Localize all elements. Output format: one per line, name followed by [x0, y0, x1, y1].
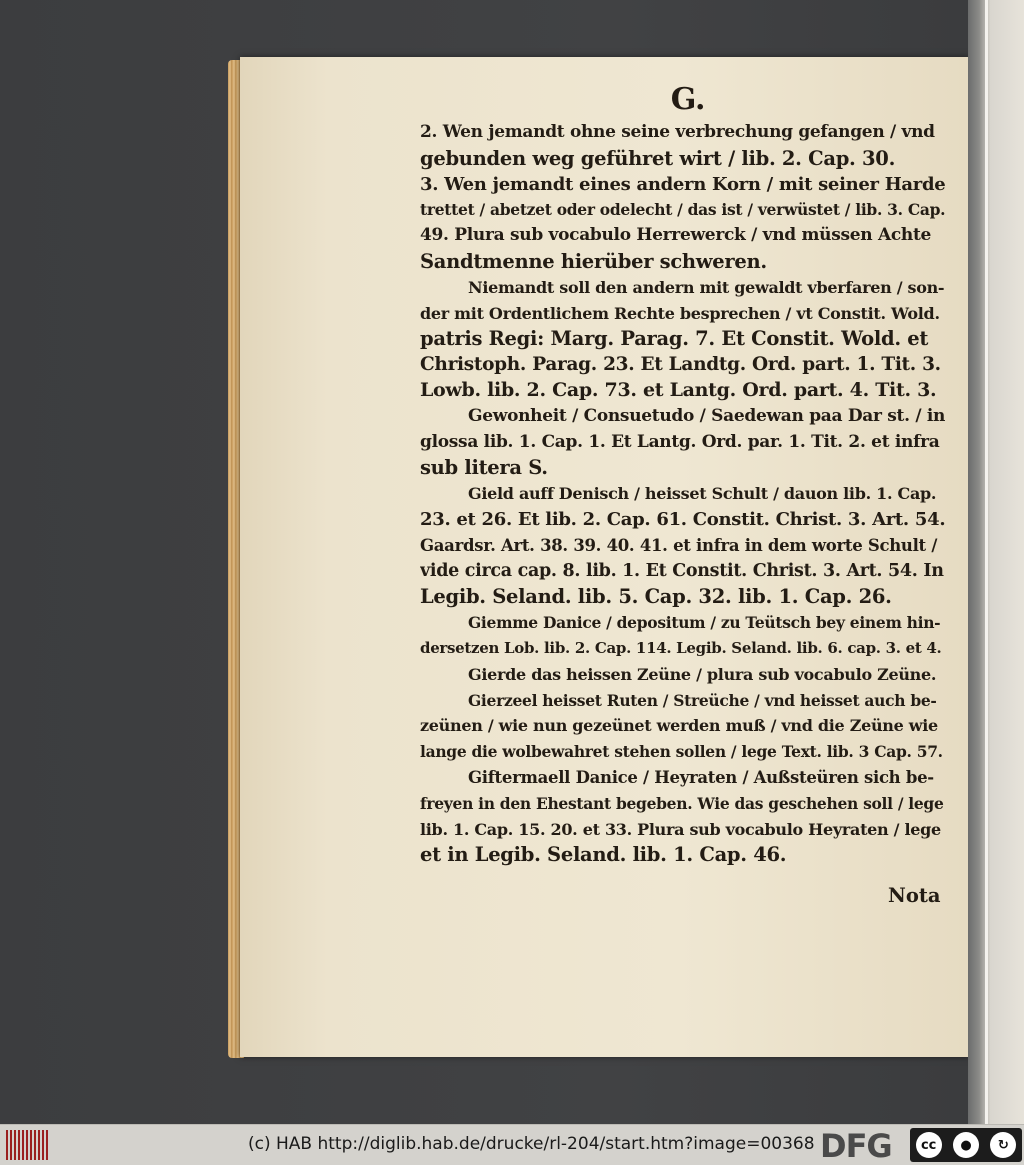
text-line: Legib. Seland. lib. 5. Cap. 32. lib. 1. Cap. 26. [420, 585, 892, 609]
gutter-highlight [985, 0, 988, 1124]
text-line: glossa lib. 1. Cap. 1. Et Lantg. Ord. par. 1. Tit. 2. et infra [420, 431, 940, 452]
text-line: sub litera S. [420, 456, 548, 480]
text-line: Gewonheit / Consuetudo / Saedewan paa Dar st. / in [468, 405, 946, 426]
footer-bar [0, 1124, 1024, 1165]
text-line: der mit Ordentlichem Rechte besprechen / vt Constit. Wold. [420, 303, 940, 323]
license-badge[interactable] [910, 1128, 1022, 1162]
text-line: Lowb. lib. 2. Cap. 73. et Lantg. Ord. part. 4. Tit. 3. [420, 378, 937, 401]
facing-page-edge [968, 0, 1024, 1124]
text-line: Gierde das heissen Zeüne / plura sub vocabulo Zeüne. [468, 664, 937, 684]
text-line: 49. Plura sub vocabulo Herrewerck / vnd müssen Achte [420, 225, 932, 246]
dfg-logo[interactable]: DFG [820, 1127, 892, 1165]
catchword: Nota [888, 884, 941, 907]
sa-icon: ↻ [990, 1132, 1016, 1158]
text-line: Gierzeel heisset Ruten / Streüche / vnd heisset auch be- [468, 690, 937, 710]
library-logo-icon[interactable] [6, 1130, 48, 1160]
text-line: patris Regi: Marg. Parag. 7. Et Constit. Wold. et [420, 327, 929, 351]
text-line: Christoph. Parag. 23. Et Landtg. Ord. part. 1. Tit. 3. [420, 354, 941, 376]
text-line: Giftermaell Danice / Heyraten / Außsteüren sich be- [468, 767, 934, 787]
text-line: et in Legib. Seland. lib. 1. Cap. 46. [420, 843, 787, 867]
text-line: Niemandt soll den andern mit gewaldt vberfaren / son- [468, 277, 945, 297]
text-line: lib. 1. Cap. 15. 20. et 33. Plura sub vocabulo Heyraten / lege [420, 819, 941, 839]
citation-text: (c) HAB http://diglib.hab.de/drucke/rl-204/start.htm?image=00368 [248, 1134, 815, 1154]
text-line: trettet / abetzet oder odelecht / das ist / verwüstet / lib. 3. Cap. [420, 200, 946, 220]
text-line: dersetzen Lob. lib. 2. Cap. 114. Legib. Seland. lib. 6. cap. 3. et 4. [420, 638, 942, 657]
text-lines [420, 120, 946, 868]
text-line: 3. Wen jemandt eines andern Korn / mit seiner Harde [420, 173, 946, 195]
page-header-letter: G. [670, 82, 706, 117]
text-line: Giemme Danice / depositum / zu Teütsch bey einem hin- [468, 613, 941, 633]
text-line: lange die wolbewahret stehen sollen / lege Text. lib. 3 Cap. 57. [420, 742, 943, 762]
text-line: 23. et 26. Et lib. 2. Cap. 61. Constit. Christ. 3. Art. 54. [420, 508, 946, 530]
text-line: vide circa cap. 8. lib. 1. Et Constit. Christ. 3. Art. 54. In [420, 560, 944, 581]
text-line: zeünen / wie nun gezeünet werden muß / vnd die Zeüne wie [420, 716, 938, 736]
text-line: Gield auff Denisch / heisset Schult / dauon lib. 1. Cap. [468, 484, 937, 504]
text-line: gebunden weg geführet wirt / lib. 2. Cap. 30. [420, 146, 896, 170]
cc-icon: cc [916, 1132, 942, 1158]
text-line: freyen in den Ehestant begeben. Wie das geschehen soll / lege [420, 793, 944, 813]
by-icon: ● [953, 1132, 979, 1158]
text-line: 2. Wen jemandt ohne seine verbrechung gefangen / vnd [420, 122, 935, 142]
text-line: Sandtmenne hierüber schweren. [420, 249, 767, 273]
text-line: Gaardsr. Art. 38. 39. 40. 41. et infra in dem worte Schult / [420, 535, 938, 555]
page-text [420, 82, 946, 868]
